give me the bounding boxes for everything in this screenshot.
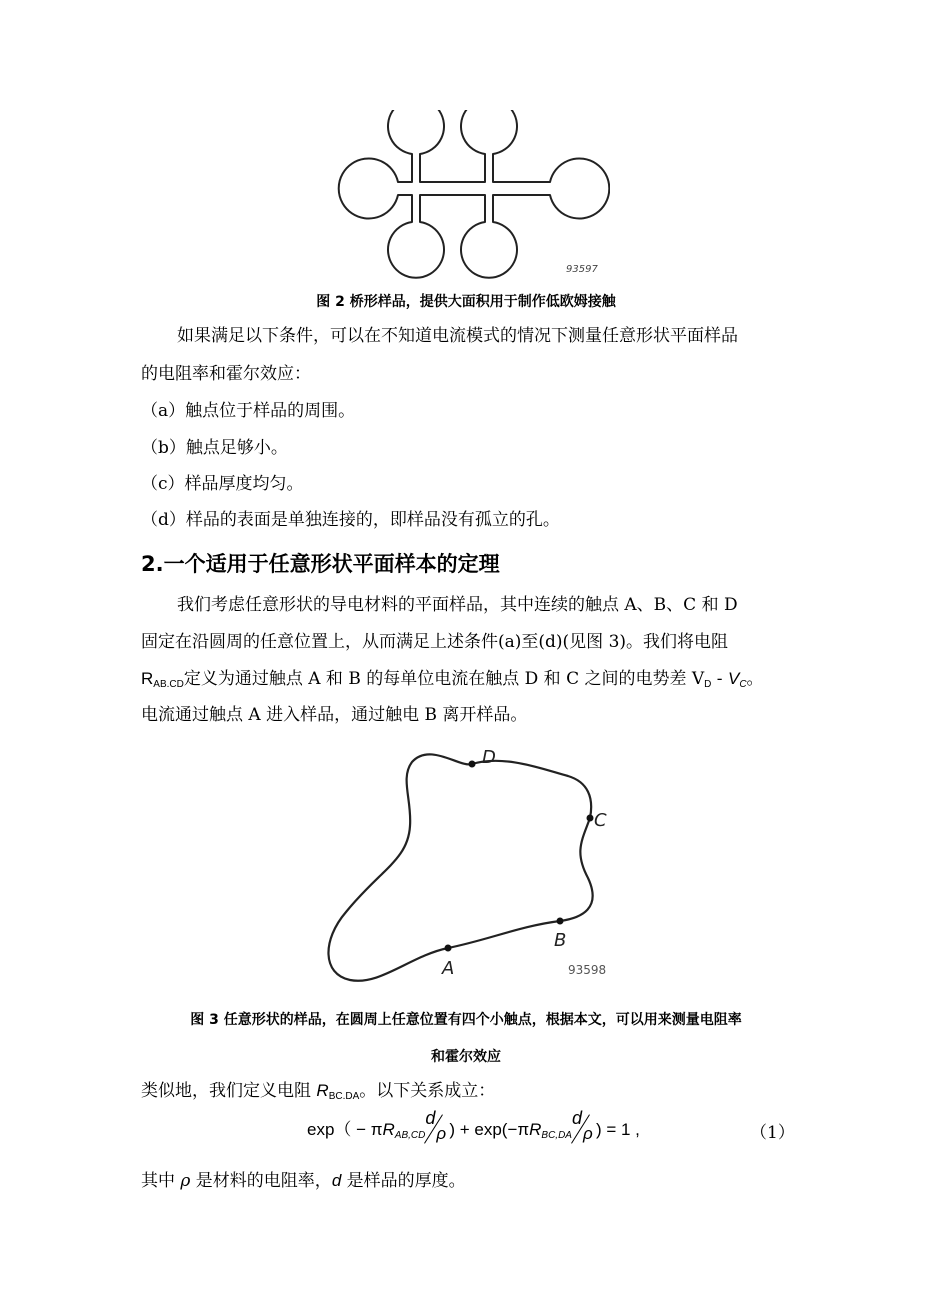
para4-pre: 其中 [141, 1171, 181, 1191]
arbitrary-sample-figure [320, 740, 620, 995]
eq-r1: R [382, 1120, 395, 1139]
figure2-id: 93597 [566, 264, 598, 275]
contact-b-label: B [554, 930, 567, 951]
eq-fraction-1 [425, 1108, 449, 1144]
para4-mid: 是材料的电阻率， [190, 1171, 332, 1191]
para3-subscript: BC.DA [328, 1091, 360, 1102]
intro-line-2: 的电阻率和霍尔效应： [141, 364, 311, 384]
bridge-sample-figure [330, 110, 610, 280]
eq-r2-sub: BC,DA [541, 1130, 572, 1141]
para2-line-4: 电流通过触点 A 进入样品，通过触电 B 离开样品。 [141, 705, 528, 725]
eq-end: ) = 1 , [595, 1120, 640, 1139]
para3 [141, 1076, 791, 1111]
para2-line-2: 固定在沿圆周的任意位置上，从而满足上述条件(a)至(d)(见图 3)。我们将电阻 [141, 632, 729, 652]
contact-c-dot [587, 815, 594, 822]
para2-line-3-end: 。 [746, 669, 764, 689]
eq-plus: ) + exp(−π [449, 1120, 530, 1139]
eq-exp1: exp（ − π [307, 1120, 383, 1139]
equation-number: （1） [750, 1123, 795, 1143]
figure3-id: 93598 [568, 963, 607, 977]
vc-symbol: V [727, 669, 740, 688]
para4 [141, 1166, 791, 1196]
figure2-caption: 图 2 桥形样品，提供大面积用于制作低欧姆接触 [316, 294, 616, 310]
contact-d-label: D [482, 747, 496, 768]
condition-c: （c）样品厚度均匀。 [141, 474, 304, 494]
para3-pre: 类似地，我们定义电阻 [141, 1081, 317, 1101]
eq-d-1: d [425, 1108, 436, 1128]
contact-b-dot [557, 918, 564, 925]
condition-b: （b）触点足够小。 [141, 438, 288, 458]
contact-a-label: A [442, 958, 455, 979]
condition-a: （a）触点位于样品的周围。 [141, 401, 356, 421]
intro-line-1: 如果满足以下条件，可以在不知道电流模式的情况下测量任意形状平面样品 [177, 326, 738, 346]
para4-post: 是样品的厚度。 [341, 1171, 466, 1191]
para2-line-3 [141, 664, 791, 699]
eq-fraction-2 [571, 1108, 596, 1144]
eq-r1-sub: AB,CD [394, 1130, 426, 1141]
resistance-r: R [141, 669, 154, 688]
eq-r2: R [529, 1120, 542, 1139]
contact-c-label: C [594, 810, 607, 831]
figure3-caption-line-2: 和霍尔效应 [431, 1049, 501, 1065]
para2-line-1: 我们考虑任意形状的导电材料的平面样品，其中连续的触点 A、B、C 和 D [177, 595, 738, 615]
vc-subscript: C [739, 679, 747, 690]
resistance-subscript: AB.CD [153, 679, 184, 690]
para3-r: R [316, 1081, 329, 1100]
vd-subscript: D [704, 679, 712, 690]
figure3-caption-line-1: 图 3 任意形状的样品，在圆周上任意位置有四个小触点，根据本文，可以用来测量电阻率 [190, 1012, 742, 1028]
eq-rho-1: ρ [436, 1124, 447, 1143]
para4-rho: ρ [180, 1171, 191, 1191]
bridge-sample-outline [339, 110, 610, 278]
eq-rho-2: ρ [582, 1124, 593, 1143]
para4-d: d [331, 1171, 342, 1190]
para3-post: 。以下关系成立： [359, 1081, 496, 1101]
para2-line-3-text: 定义为通过触点 A 和 B 的每单位电流在触点 D 和 C 之间的电势差 V [183, 669, 705, 689]
contact-d-dot [469, 761, 476, 768]
minus-sign: - [711, 669, 728, 689]
equation-1 [307, 1108, 640, 1144]
eq-d-2: d [571, 1108, 582, 1128]
section-heading: 2.一个适用于任意形状平面样本的定理 [141, 552, 500, 576]
contact-a-dot [445, 945, 452, 952]
condition-d: （d）样品的表面是单独连接的，即样品没有孤立的孔。 [141, 510, 560, 530]
